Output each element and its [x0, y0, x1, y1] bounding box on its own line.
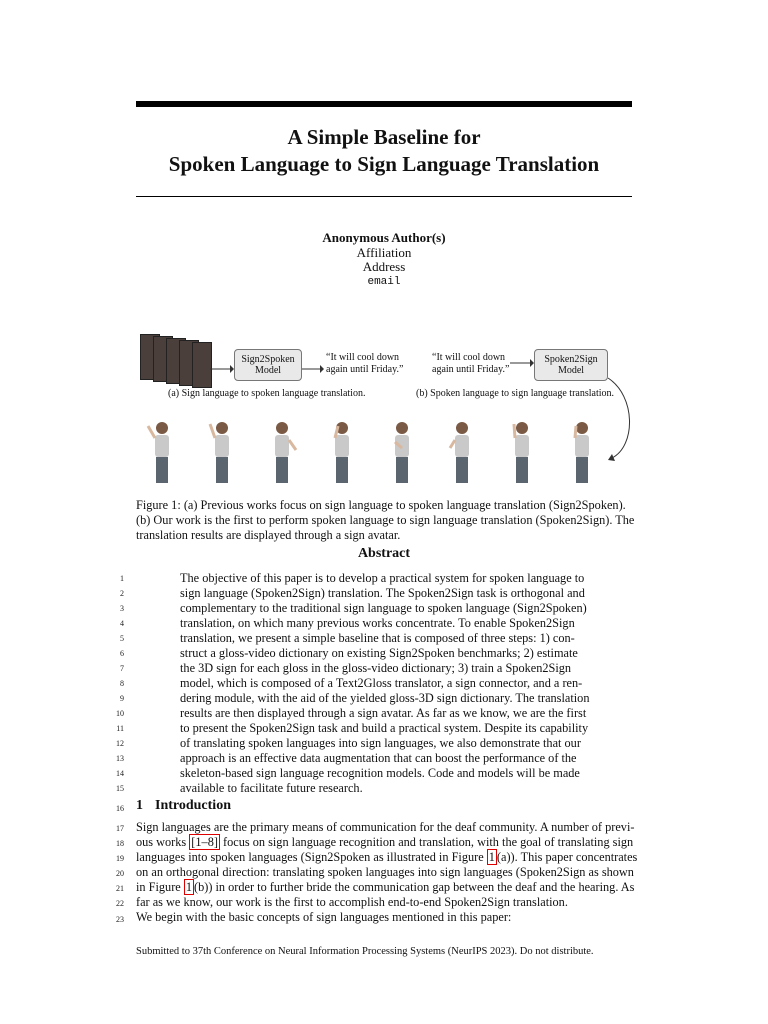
video-frame [192, 342, 212, 388]
intro-text: in Figure [136, 880, 184, 894]
box-right-line-2: Model [557, 365, 585, 376]
abstract-line: results are then displayed through a sign avatar. As far as we know, we are the first [180, 706, 587, 720]
intro-text: ous works [136, 835, 190, 849]
line-number: 20 [116, 869, 124, 878]
intro-line: far as we know, our work is the first to accomplish end-to-end Spoken2Sign translation. [136, 895, 568, 909]
sign2spoken-model-box [234, 349, 302, 381]
line-number: 18 [116, 839, 124, 848]
abstract-line: struct a gloss-video dictionary on existing Sign2Spoken benchmarks; 2) estimate [180, 646, 578, 660]
line-number: 3 [120, 604, 124, 613]
abstract-line: skeleton-based sign language recognition models. Code and models will be made [180, 766, 580, 780]
abstract-line: sign language (Spoken2Sign) translation. The Spoken2Sign task is orthogonal and [180, 586, 585, 600]
intro-second-paragraph: We begin with the basic concepts of sign languages mentioned in this paper: [136, 910, 512, 924]
intro-text: languages into spoken languages (Sign2Spoken as illustrated in Figure [136, 850, 487, 864]
line-number: 7 [120, 664, 124, 673]
box-left-line-1: Sign2Spoken [241, 354, 295, 365]
subcaption-a: (a) Sign language to spoken language translation. [168, 388, 366, 399]
introduction-paragraph [136, 820, 636, 910]
citation-link[interactable]: [1–8] [191, 835, 218, 849]
section-number: 1 [136, 798, 143, 813]
quote-right-line-2: again until Friday.” [432, 364, 510, 375]
intro-line: Sign languages are the primary means of communication for the deaf community. A number of previ- [136, 820, 635, 834]
line-number: 9 [120, 694, 124, 703]
line-number: 5 [120, 634, 124, 643]
section-heading-introduction [136, 798, 231, 814]
abstract-heading: Abstract [357, 546, 411, 561]
author-name: Anonymous Author(s) [322, 230, 446, 245]
footer-note: Submitted to 37th Conference on Neural Information Processing Systems (NeurIPS 2023). Do not distribute. [136, 946, 594, 957]
intro-line [136, 835, 636, 850]
title-line-2: Spoken Language to Sign Language Translation [168, 152, 600, 176]
box-right-line-1: Spoken2Sign [544, 354, 598, 365]
spoken2sign-model-box [534, 349, 608, 381]
top-rule [136, 101, 632, 107]
intro-line [136, 880, 636, 895]
quote-right [432, 352, 509, 376]
figure-ref-link[interactable]: 1 [488, 850, 495, 864]
abstract-line: translation, on which many previous works concentrate. To enable Spoken2Sign [180, 616, 575, 630]
author-block [136, 231, 632, 289]
sign-avatar-figure [262, 418, 302, 486]
author-email: email [367, 275, 401, 288]
figure-caption [136, 498, 636, 543]
line-number: 10 [116, 709, 124, 718]
abstract-body [180, 571, 590, 796]
quote-left-line-2: again until Friday.” [326, 364, 404, 375]
title-rule [136, 196, 632, 197]
abstract-line: complementary to the traditional sign language to spoken language (Sign2Spoken) [180, 601, 587, 615]
abstract-line: translation, we present a simple baseline that is composed of three steps: 1) con- [180, 631, 575, 645]
abstract-line: available to facilitate future research. [180, 781, 363, 795]
arrow-icon [302, 364, 324, 374]
abstract-line: approach is an effective data augmentation that can boost the performance of the [180, 751, 577, 765]
paper-title [136, 124, 632, 178]
author-address: Address [362, 259, 406, 274]
line-number: 21 [116, 884, 124, 893]
caption-line: translation results are displayed through a sign avatar. [136, 528, 401, 542]
sign-avatar-figure [142, 418, 182, 486]
line-number: 6 [120, 649, 124, 658]
author-affiliation: Affiliation [356, 244, 412, 260]
sign-avatar-figure [502, 418, 542, 486]
line-number: 19 [116, 854, 124, 863]
intro-line [136, 850, 636, 865]
section-title: Introduction [155, 798, 231, 813]
figure-1 [136, 328, 632, 488]
line-number: 17 [116, 824, 124, 833]
quote-right-line-1: “It will cool down [432, 352, 506, 363]
caption-line: Figure 1: (a) Previous works focus on sign language to spoken language translation (Sign2Spoken). [136, 498, 626, 512]
line-number: 2 [120, 589, 124, 598]
sign-avatar-figure [442, 418, 482, 486]
sign-avatar-figure [382, 418, 422, 486]
intro-text: (b)) in order to further bride the communication gap between the deaf and the hearing. As [193, 880, 635, 894]
abstract-line: to present the Spoken2Sign task and build a practical system. Despite its capability [180, 721, 589, 735]
sign-avatar-figure [562, 418, 602, 486]
quote-left [326, 352, 403, 376]
line-number: 15 [116, 784, 124, 793]
intro-text: focus on sign language recognition and translation, with the goal of translating sign [219, 835, 634, 849]
line-number: 4 [120, 619, 124, 628]
sign-avatar-figure [322, 418, 362, 486]
line-number: 14 [116, 769, 124, 778]
arrow-icon [210, 364, 234, 374]
line-number: 16 [116, 804, 124, 813]
title-line-1: A Simple Baseline for [287, 125, 481, 149]
subcaption-b: (b) Spoken language to sign language translation. [416, 388, 615, 399]
intro-text: (a)). This paper concentrates [496, 850, 638, 864]
sign-avatar-figure [202, 418, 242, 486]
caption-line: (b) Our work is the first to perform spoken language to sign language translation (Spoken2Sign). The [136, 513, 635, 527]
abstract-line: dering module, with the aid of the yielded gloss-3D sign dictionary. The translation [180, 691, 590, 705]
intro-line: on an orthogonal direction: translating spoken languages into sign languages (Spoken2Sign as shown [136, 865, 634, 879]
abstract-line: the 3D sign for each gloss in the gloss-video dictionary; 3) train a Spoken2Sign [180, 661, 572, 675]
figure-ref-link[interactable]: 1 [185, 880, 192, 894]
line-number: 8 [120, 679, 124, 688]
quote-left-line-1: “It will cool down [326, 352, 400, 363]
box-left-line-2: Model [254, 365, 282, 376]
line-number: 11 [116, 724, 124, 733]
line-number: 22 [116, 899, 124, 908]
line-number: 1 [120, 574, 124, 583]
line-number: 13 [116, 754, 124, 763]
abstract-line: of translating spoken languages into sign languages, we also demonstrate that our [180, 736, 581, 750]
line-number: 23 [116, 915, 124, 924]
abstract-line: The objective of this paper is to develop a practical system for spoken language to [180, 571, 585, 585]
line-number: 12 [116, 739, 124, 748]
abstract-line: model, which is composed of a Text2Gloss translator, a sign connector, and a ren- [180, 676, 583, 690]
arrow-icon [510, 358, 534, 368]
